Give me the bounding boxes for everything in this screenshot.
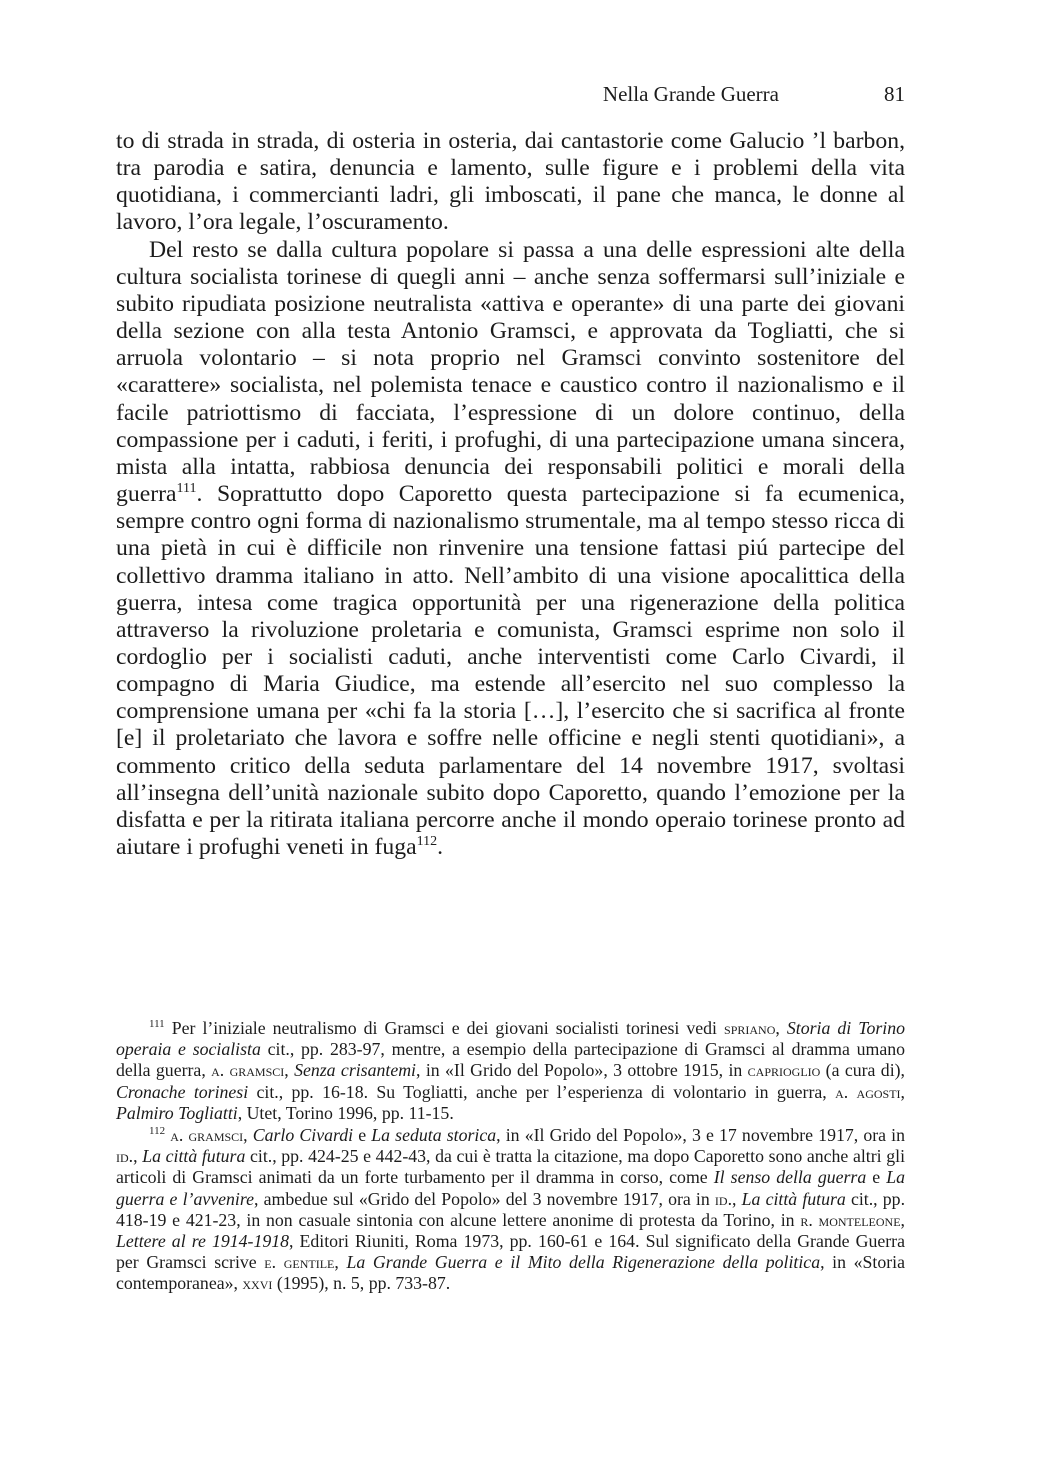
work-title: Storia di Torino operaia e socialista — [116, 1018, 906, 1060]
paragraph-2-part-a: Del resto se dalla cultura popolare si passa a una delle espressioni alte della cultura socialista torinese di quegli anni – anche senza soffermarsi sull’iniziale e subito ripudiata posizione neutralista «attiva e operante» di una parte dei giovani della sezione con alla testa Antonio Gramsci, e approvata da Togliatti, che si arruola volontario – si nota proprio nel Gramsci convinto sostenitore del «carattere» socialista, nel polemista tenace e caustico contro il nazionalismo e il facile patriottismo di facciata, l’espressione di un dolore continuo, della compassione per i caduti, i feriti, i profughi, di una partecipazione umana sincera, mista alla intatta, rabbiosa denuncia dei responsabili politici e morali della guerra — [116, 236, 905, 508]
footnote-text: , — [133, 1146, 143, 1167]
paragraph-2-end: . — [437, 834, 443, 861]
footnote-text: , in «Storia contemporanea», — [116, 1252, 905, 1294]
footnote-number: 111 — [149, 1018, 165, 1030]
work-title: La città futura — [142, 1146, 246, 1167]
footnote-text: , Utet, Torino 1996, pp. 11-15. — [237, 1102, 454, 1123]
footnote-text: , Editori Riuniti, Roma 1973, pp. 160-61 e 164. Sul significato della Grande Guerra per Gramsci scrive — [116, 1231, 905, 1273]
footnote-text: , in «Il Grido del Popolo», 3 ottobre 1915, in — [416, 1060, 748, 1081]
footnote-text: , — [775, 1018, 787, 1038]
footnotes — [116, 1018, 905, 1296]
running-title: Nella Grande Guerra — [602, 82, 779, 106]
footnote-112 — [116, 1125, 905, 1295]
footnote-ref-112[interactable]: 112 — [416, 834, 438, 850]
author-name: r. monteleone — [800, 1209, 901, 1230]
footnote-text: (1995), n. 5, pp. 733-87. — [272, 1273, 451, 1294]
work-title: Senza crisantemi — [294, 1060, 417, 1081]
work-title: Il senso della guerra — [713, 1167, 867, 1188]
footnote-text: cit., pp. 16-18. Su Togliatti, anche per l’esperienza di volontario in guerra, — [248, 1081, 836, 1102]
footnote-text: cit., pp. 418-19 e 421-23, in non casuale sintonia con alcune lettere anonime di protesta da Torino, in — [116, 1188, 906, 1230]
footnote-text: Per l’iniziale neutralismo di Gramsci e dei giovani socialisti torinesi vedi — [164, 1018, 725, 1038]
footnote-text: , — [243, 1125, 253, 1146]
footnote-text: , — [732, 1188, 742, 1209]
footnote-text: , — [900, 1081, 905, 1102]
footnote-number: 112 — [149, 1125, 166, 1138]
footnote-text: , in «Il Grido del Popolo», 3 e 17 novembre 1917, ora in — [496, 1125, 905, 1146]
running-header — [116, 82, 905, 114]
footnote-text: e — [353, 1125, 372, 1146]
author-name: a. gramsci — [211, 1060, 285, 1081]
work-title: Carlo Civardi — [252, 1125, 354, 1146]
work-title: La seduta storica — [371, 1125, 497, 1146]
footnote-111 — [116, 1018, 905, 1124]
work-title: Palmiro Togliatti — [116, 1102, 238, 1123]
page-number: 81 — [884, 82, 905, 106]
footnote-text: , — [900, 1209, 905, 1230]
work-title: Lettere al re 1914-1918 — [116, 1231, 290, 1252]
paragraph-2-part-b: . Soprattutto dopo Caporetto questa partecipazione si fa ecumenica, sempre contro ogni forma di nazionalismo strumentale, ma al tempo stesso ricca di una pietà in cui è difficile non rinvenire una tensione fattasi piú partecipe del collettivo dramma italiano in atto. Nell’ambito di una visione apocalittica della guerra, intesa come tragica opportunità per una rigenerazione della politica attraverso la rivoluzione proletaria e comunista, Gramsci esprime non solo il cordoglio per i socialisti caduti, anche interventisti come Carlo Civardi, il compagno di Maria Giudice, ma estende all’esercito nel suo complesso la comprensione umana per «chi fa la storia […], l’esercito che si sacrifica al fronte [e] il proletariato che lavora e soffre nelle officine e negli stenti quotidiani», a commento critico della seduta parlamentare del 14 novembre 1917, svoltasi all’insegna dell’unità nazionale subito dopo Caporetto, quando l’emozione per la disfatta e per la ritirata italiana percorre anche il mondo operaio torinese pronto ad aiutare i profughi veneti in fuga — [116, 481, 905, 861]
author-name: id. — [116, 1146, 134, 1167]
paragraph-2 — [116, 237, 905, 862]
author-name: id. — [714, 1188, 733, 1209]
footnote-text: , — [284, 1060, 295, 1081]
footnote-text: , — [334, 1252, 347, 1273]
work-title: La guerra e l’avvenire — [116, 1167, 906, 1209]
footnote-text: cit., pp. 424-25 e 442-43, da cui è tratta la citazione, ma dopo Caporetto sono anche altri gli articoli di Gramsci animati da un forte turbamento per il dramma in corso, come — [116, 1146, 906, 1188]
author-name: e. gentile — [264, 1252, 335, 1273]
footnote-text: , ambedue sul «Grido del Popolo» del 3 novembre 1917, ora in — [254, 1188, 715, 1209]
work-title: Cronache torinesi — [116, 1081, 249, 1102]
work-title: La Grande Guerra e il Mito della Rigenerazione della politica — [346, 1252, 821, 1273]
author-name: spriano — [724, 1018, 776, 1038]
work-title: La città futura — [741, 1188, 846, 1209]
author-name: a. agosti — [835, 1081, 901, 1102]
footnote-text: (a cura di), — [820, 1060, 906, 1081]
author-name: caprioglio — [747, 1060, 821, 1081]
footnote-ref-111[interactable]: 111 — [176, 481, 197, 497]
main-text — [116, 128, 905, 861]
footnote-text: e — [866, 1167, 887, 1188]
paragraph-1: to di strada in strada, di osteria in osteria, dai cantastorie come Galucio ’l barbon, tra parodia e satira, denuncia e lamento, sulle figure e i problemi della vita quotidiana, i commercianti ladri, gli imboscati, il pane che manca, le donne al lavoro, l’ora legale, l’oscuramento. — [116, 128, 905, 236]
volume-number: xxvi — [242, 1273, 273, 1294]
footnote-text: cit., pp. 283-97, mentre, a esempio della partecipazione di Gramsci al dramma umano della guerra, — [116, 1039, 906, 1081]
author-name: a. gramsci — [170, 1125, 244, 1146]
